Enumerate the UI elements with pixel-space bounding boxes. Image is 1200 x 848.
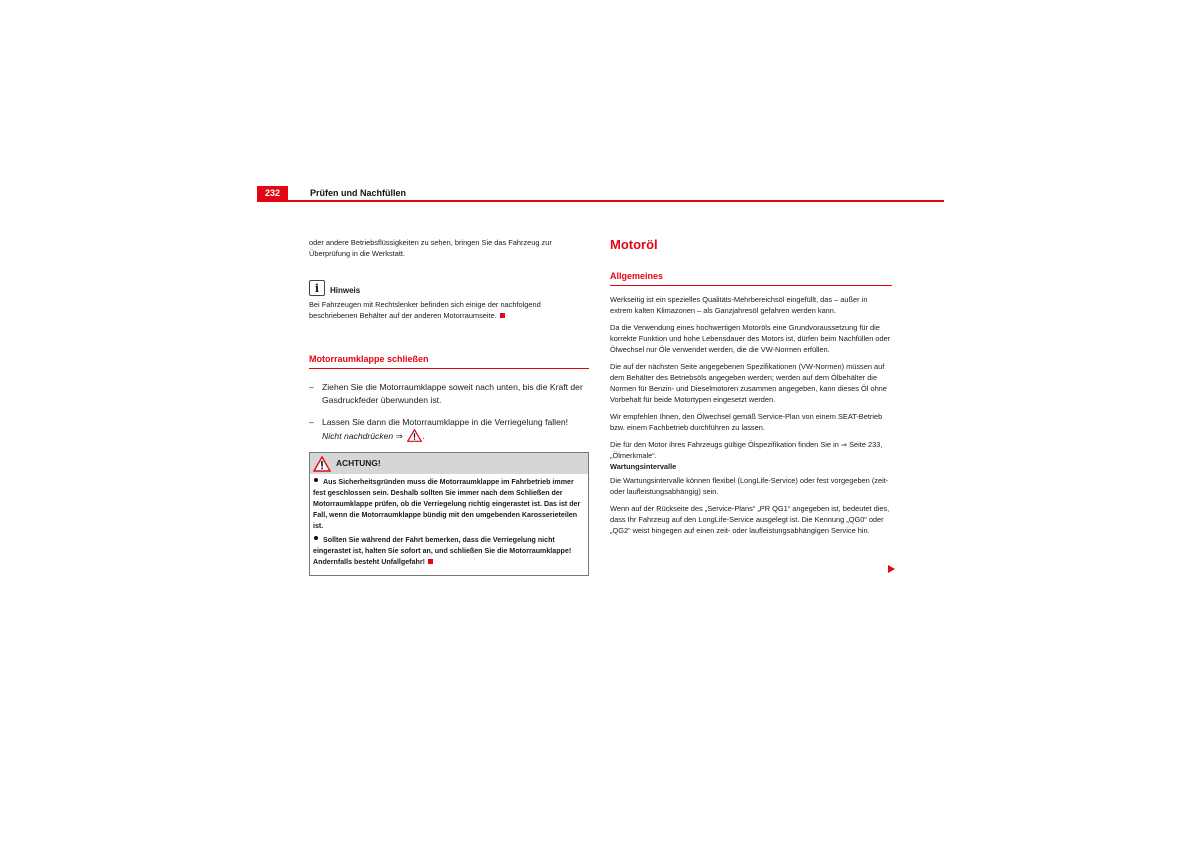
paragraph-page-reference[interactable]: Die für den Motor ihres Fahrzeugs gültige Ölspezifikation finden Sie in ⇒ Seite 233, „Ölmerkmale“. [610, 440, 883, 460]
paragraph: Die auf der nächsten Seite angegebenen Spezifikationen (VW-Normen) müssen auf dem Behälter des Betriebsöls angegeben werden; werden auf dem Ölbehälter die Normen für Benzin- und Dieselmotoren zusammen angegeben, kann dieses Öl ohne Vorbehalt für beide Motortypen eingesetzt werden. [610, 362, 887, 404]
paragraph: Wir empfehlen Ihnen, den Ölwechsel gemäß Service-Plan von einem SEAT-Betrieb bzw. einem Fachbetrieb durchführen zu lassen. [610, 412, 883, 432]
note-title: Hinweis [330, 286, 361, 295]
end-marker-icon [428, 559, 433, 564]
note-header [309, 278, 589, 296]
bullet-icon [314, 536, 318, 540]
steps-list [309, 381, 589, 442]
intro-paragraph: oder andere Betriebsflüssigkeiten zu sehen, bringen Sie das Fahrzeug zur Überprüfung in die Werkstatt. [309, 238, 552, 258]
warning-box [309, 452, 589, 576]
chapter-title: Motoröl [610, 237, 658, 252]
list-item: – Ziehen Sie die Motorraumklappe soweit nach unten, bis die Kraft der Gasdruckfeder überwunden ist. [309, 382, 583, 405]
subheading-maintenance-intervals: Wartungsintervalle [610, 462, 677, 471]
running-title: Prüfen und Nachfüllen [310, 188, 407, 198]
continue-arrow-icon [888, 565, 895, 573]
section-title-close-hood: Motorraumklappe schließen [309, 353, 589, 369]
warning-triangle-icon [313, 456, 331, 472]
section-title-general: Allgemeines [610, 270, 892, 286]
warning-body [310, 474, 588, 575]
right-column [610, 237, 892, 536]
warning-item: Aus Sicherheitsgründen muss die Motorraumklappe im Fahrbetrieb immer fest geschlossen sein. Deshalb sollten Sie immer nach dem Schließen der Motorraumklappe prüfen, ob die Verriegelung richtig eingerastet ist. Das ist der Fall, wenn die Motorraumklappe bündig mit den umgebenden Karosserieteilen ist. [313, 478, 581, 530]
warning-title: ACHTUNG! [336, 458, 381, 468]
page-number: 232 [257, 186, 288, 201]
end-marker-icon [500, 313, 505, 318]
bullet-icon [314, 478, 318, 482]
paragraph: Da die Verwendung eines hochwertigen Motoröls eine Grundvoraussetzung für die korrekte Funktion und hohe Lebensdauer des Motors ist, dürfen beim Nachfüllen oder Ölwechsel nur Öle verwendet werden, die die VW-Normen erfüllen. [610, 323, 891, 354]
left-column [309, 237, 589, 576]
warning-item: Sollten Sie während der Fahrt bemerken, dass die Verriegelung nicht eingerastet ist, halten Sie sofort an, und schließen Sie die Motorraumklappe! Andernfalls besteht Unfallgefahr! [313, 536, 572, 566]
paragraph: Wenn auf der Rückseite des „Service-Plans“ „PR QG1“ angegeben ist, bedeutet dies, dass Ihr Fahrzeug auf den LongLife-Service ausgelegt ist. Die Kennung „QG0“ oder „QG2“ weist hingegen auf einen zeit- oder laufleistungsabhängigen Service hin. [610, 504, 890, 535]
note-text: Bei Fahrzeugen mit Rechtslenker befinden sich einige der nachfolgend beschriebenen Behälter auf der anderen Motorraumseite. [309, 300, 541, 320]
warning-triangle-icon[interactable] [407, 429, 422, 442]
paragraph: Werkseitig ist ein spezielles Qualitäts-Mehrbereichsöl eingefüllt, das – außer in extrem kalten Klimazonen – als Ganzjahresöl gefahren werden kann. [610, 295, 868, 315]
paragraph: Die Wartungsintervalle können flexibel (LongLife-Service) oder fest vorgegeben (zeit- oder laufleistungsabhängig) sein. [610, 476, 889, 496]
warning-header [310, 453, 588, 474]
header-rule [257, 200, 944, 202]
list-item: – Lassen Sie dann die Motorraumklappe in die Verriegelung fallen! Nicht nachdrücken ⇒ . [309, 417, 569, 441]
info-icon: i [309, 280, 325, 296]
